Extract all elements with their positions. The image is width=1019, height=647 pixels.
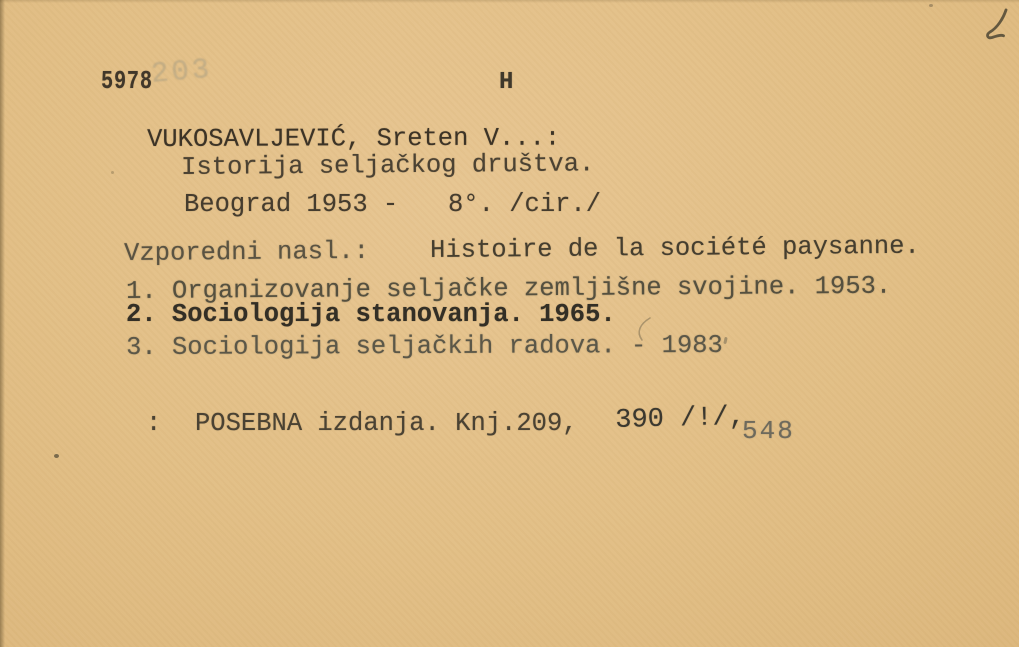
author-heading: VUKOSAVLJEVIĆ, Sreten V...: (146, 123, 561, 154)
imprint-place-year: Beograd 1953 - (184, 190, 399, 219)
stray-pen-stroke (628, 316, 658, 342)
ink-speck (54, 454, 59, 458)
book-title: Istorija seljačkog društva. (180, 149, 595, 182)
parallel-title-label: Vzporedni nasl.: (123, 236, 370, 268)
ink-speck (111, 171, 114, 174)
series-numbers: 390 /!/, (614, 402, 746, 436)
checkmark-icon (975, 4, 1019, 49)
series-colon: : (146, 409, 162, 438)
faint-stamp-number: 203 (149, 52, 214, 91)
card-left-edge-shadow (0, 0, 5, 647)
call-number: 5978 (101, 66, 153, 96)
stray-tick-mark (723, 337, 727, 344)
card-top-edge-shadow (0, 0, 1019, 3)
imprint-format: 8°. /cir./ (448, 190, 602, 219)
series-added-number-pencil: 548 (742, 416, 795, 446)
parallel-title-text: Histoire de la société paysanne. (429, 231, 920, 265)
ink-speck (929, 4, 933, 7)
contents-item-1: 1. Organizovanje seljačke zemljišne svojine. 1953. (125, 271, 892, 306)
contents-item-2: 2. Sociologija stanovanja. 1965. (126, 300, 616, 329)
series-statement: POSEBNA izdanja. Knj.209, (195, 409, 578, 438)
section-letter: H (499, 69, 514, 96)
contents-item-3: 3. Sociologija seljačkih radova. - 1983 (125, 330, 723, 362)
